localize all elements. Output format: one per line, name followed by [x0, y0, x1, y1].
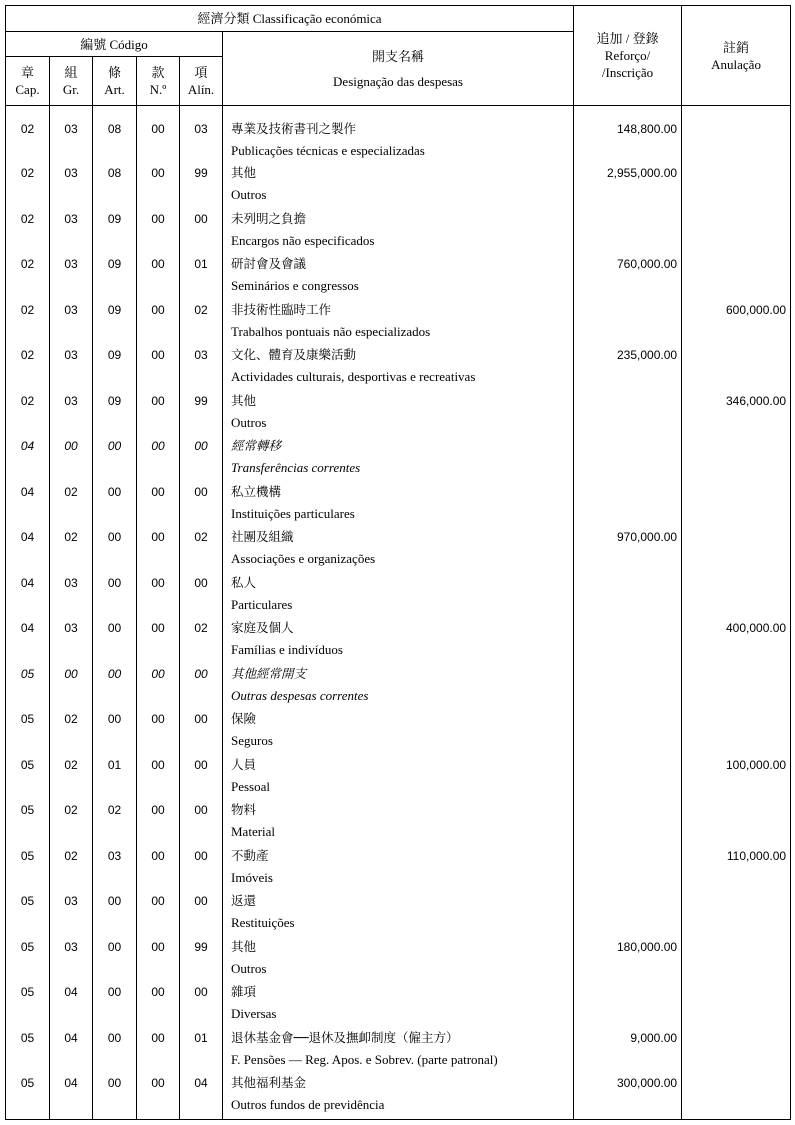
code-n: 00 [137, 208, 180, 254]
anulacao-amount [682, 799, 791, 845]
table-row [6, 299, 791, 345]
reforco-amount [574, 481, 682, 527]
header-col-n-zh: 款 [151, 65, 165, 80]
reforco-amount [574, 981, 682, 1027]
code-cap: 05 [6, 799, 50, 845]
designation [223, 344, 574, 390]
code-n: 00 [137, 435, 180, 481]
code-alin: 00 [180, 845, 223, 891]
designation-pt: F. Pensões — Reg. Apos. e Sobrev. (parte patronal) [231, 1051, 498, 1067]
code-art: 09 [93, 299, 137, 345]
header-designacao-pt: Designação das despesas [333, 73, 463, 89]
designation [223, 890, 574, 936]
code-alin: 04 [180, 1072, 223, 1120]
designation-pt: Transferências correntes [231, 460, 361, 475]
code-n: 00 [137, 253, 180, 299]
designation-pt: Outros [231, 414, 267, 430]
code-n: 00 [137, 1027, 180, 1073]
designation-zh: 研討會及會議 [231, 256, 307, 271]
code-gr: 03 [50, 390, 93, 436]
code-alin: 00 [180, 981, 223, 1027]
header-reforco [574, 6, 682, 106]
code-art: 00 [93, 890, 137, 936]
code-alin: 02 [180, 299, 223, 345]
designation-pt: Restituições [231, 915, 295, 930]
header-col-gr-pt: Gr. [62, 82, 80, 97]
designation [223, 253, 574, 299]
code-n: 00 [137, 936, 180, 982]
anulacao-amount [682, 344, 791, 390]
reforco-amount [574, 890, 682, 936]
designation-pt: Outros fundos de previdência [231, 1097, 385, 1112]
code-gr: 03 [50, 617, 93, 663]
reforco-amount: 2,955,000.00 [574, 162, 682, 208]
designation [223, 162, 574, 208]
code-alin: 99 [180, 162, 223, 208]
anulacao-amount [682, 526, 791, 572]
code-alin: 00 [180, 754, 223, 800]
header-col-alin-pt: Alín. [187, 82, 215, 97]
reforco-amount: 970,000.00 [574, 526, 682, 572]
table-row [6, 526, 791, 572]
table-row [6, 845, 791, 891]
code-n: 00 [137, 106, 180, 163]
anulacao-amount: 346,000.00 [682, 390, 791, 436]
designation-pt: Material [231, 824, 276, 839]
code-cap: 02 [6, 162, 50, 208]
code-art: 00 [93, 572, 137, 618]
code-gr: 04 [50, 1027, 93, 1073]
code-n: 00 [137, 344, 180, 390]
header-col-alin [180, 57, 223, 106]
designation-pt: Actividades culturais, desportivas e recreativas [231, 369, 476, 384]
designation [223, 981, 574, 1027]
designation-pt: Outros [231, 187, 267, 202]
code-art: 00 [93, 617, 137, 663]
code-n: 00 [137, 890, 180, 936]
code-alin: 00 [180, 708, 223, 754]
table-row [6, 663, 791, 709]
code-cap: 04 [6, 435, 50, 481]
designation-pt: Pessoal [231, 778, 270, 794]
anulacao-amount: 110,000.00 [682, 845, 791, 891]
code-alin: 00 [180, 572, 223, 618]
code-gr: 00 [50, 435, 93, 481]
code-n: 00 [137, 799, 180, 845]
code-n: 00 [137, 708, 180, 754]
code-art: 00 [93, 481, 137, 527]
code-gr: 04 [50, 1072, 93, 1120]
table-row [6, 572, 791, 618]
reforco-amount: 9,000.00 [574, 1027, 682, 1073]
designation-pt: Famílias e indivíduos [231, 642, 343, 657]
code-n: 00 [137, 162, 180, 208]
code-cap: 05 [6, 1072, 50, 1120]
code-n: 00 [137, 390, 180, 436]
code-art: 00 [93, 526, 137, 572]
code-gr: 03 [50, 208, 93, 254]
designation-pt: Outras despesas correntes [231, 687, 369, 703]
header-anulacao [682, 6, 791, 106]
designation [223, 208, 574, 254]
header-anulacao-pt: Anulação [711, 56, 761, 72]
code-cap: 04 [6, 572, 50, 618]
table-row [6, 708, 791, 754]
designation-pt: Outros [231, 960, 267, 976]
table-body [6, 106, 791, 1120]
designation-zh: 返還 [231, 893, 257, 908]
designation-zh: 人員 [231, 756, 257, 772]
code-alin: 03 [180, 344, 223, 390]
designation [223, 1072, 574, 1120]
reforco-amount [574, 435, 682, 481]
code-alin: 99 [180, 390, 223, 436]
designation-zh: 社團及組織 [231, 529, 294, 544]
code-cap: 05 [6, 936, 50, 982]
designation [223, 390, 574, 436]
designation-zh: 其他經常開支 [231, 665, 307, 681]
code-art: 01 [93, 754, 137, 800]
code-gr: 03 [50, 344, 93, 390]
code-art: 00 [93, 981, 137, 1027]
designation-zh: 私人 [231, 574, 257, 590]
header-col-cap [6, 57, 50, 106]
designation [223, 299, 574, 345]
anulacao-amount [682, 208, 791, 254]
designation [223, 708, 574, 754]
reforco-amount [574, 708, 682, 754]
code-n: 00 [137, 663, 180, 709]
code-gr: 03 [50, 572, 93, 618]
code-gr: 02 [50, 481, 93, 527]
table-row [6, 481, 791, 527]
reforco-amount: 235,000.00 [574, 344, 682, 390]
header-col-n-pt: N.º [149, 82, 167, 97]
designation-zh: 其他福利基金 [231, 1075, 307, 1090]
designation [223, 617, 574, 663]
designation-zh: 私立機構 [231, 483, 282, 499]
designation-pt: Instituições particulares [231, 505, 355, 521]
header-col-cap-pt: Cap. [15, 82, 40, 97]
code-gr: 03 [50, 162, 93, 208]
table-row [6, 162, 791, 208]
code-cap: 02 [6, 253, 50, 299]
reforco-amount [574, 754, 682, 800]
anulacao-amount [682, 936, 791, 982]
reforco-amount [574, 617, 682, 663]
reforco-amount [574, 208, 682, 254]
reforco-amount [574, 845, 682, 891]
table-row [6, 981, 791, 1027]
code-n: 00 [137, 481, 180, 527]
designation-pt: Encargos não especificados [231, 232, 375, 248]
code-gr: 02 [50, 845, 93, 891]
code-cap: 05 [6, 981, 50, 1027]
code-gr: 03 [50, 299, 93, 345]
code-art: 00 [93, 936, 137, 982]
designation-zh: 其他 [231, 938, 257, 954]
table-row [6, 208, 791, 254]
reforco-amount [574, 299, 682, 345]
code-cap: 02 [6, 344, 50, 390]
code-alin: 03 [180, 106, 223, 163]
code-art: 00 [93, 663, 137, 709]
code-cap: 02 [6, 390, 50, 436]
code-cap: 05 [6, 1027, 50, 1073]
header-reforco-zh: 追加 / 登錄 [596, 31, 659, 46]
code-n: 00 [137, 299, 180, 345]
header-col-art-pt: Art. [104, 82, 125, 97]
code-gr: 02 [50, 708, 93, 754]
header-reforco-pt1: Reforço/ [604, 48, 651, 63]
table-row [6, 890, 791, 936]
designation [223, 572, 574, 618]
table-row [6, 754, 791, 800]
designation-zh: 雜項 [231, 984, 257, 999]
designation-zh: 文化、體育及康樂活動 [231, 347, 357, 362]
anulacao-amount: 600,000.00 [682, 299, 791, 345]
table-row [6, 617, 791, 663]
code-cap: 02 [6, 299, 50, 345]
code-alin: 01 [180, 1027, 223, 1073]
anulacao-amount [682, 663, 791, 709]
designation-zh: 保險 [231, 711, 257, 726]
code-alin: 00 [180, 481, 223, 527]
designation-zh: 物料 [231, 802, 257, 817]
header-classification: 經濟分類 Classificação económica [6, 6, 574, 32]
code-art: 08 [93, 162, 137, 208]
anulacao-amount [682, 981, 791, 1027]
code-alin: 00 [180, 799, 223, 845]
code-alin: 99 [180, 936, 223, 982]
code-gr: 03 [50, 106, 93, 163]
anulacao-amount [682, 572, 791, 618]
designation [223, 754, 574, 800]
code-cap: 02 [6, 106, 50, 163]
code-art: 09 [93, 390, 137, 436]
code-cap: 04 [6, 526, 50, 572]
reforco-amount: 180,000.00 [574, 936, 682, 982]
code-art: 03 [93, 845, 137, 891]
designation-zh: 其他 [231, 165, 257, 180]
code-n: 00 [137, 845, 180, 891]
code-art: 00 [93, 1072, 137, 1120]
designation-zh: 經常轉移 [231, 438, 282, 453]
code-art: 09 [93, 208, 137, 254]
code-gr: 02 [50, 799, 93, 845]
code-gr: 03 [50, 936, 93, 982]
designation [223, 106, 574, 163]
anulacao-amount [682, 481, 791, 527]
header-reforco-pt2: /Inscrição [601, 65, 654, 80]
table-row [6, 390, 791, 436]
code-alin: 01 [180, 253, 223, 299]
header-anulacao-zh: 註銷 [723, 39, 750, 55]
designation [223, 845, 574, 891]
designation-zh: 專業及技術書刊之製作 [231, 121, 357, 136]
table-row [6, 435, 791, 481]
designation [223, 799, 574, 845]
table-row [6, 253, 791, 299]
header-col-n [137, 57, 180, 106]
code-alin: 00 [180, 208, 223, 254]
table-row [6, 106, 791, 163]
code-art: 08 [93, 106, 137, 163]
reforco-amount: 760,000.00 [574, 253, 682, 299]
table-row [6, 344, 791, 390]
code-cap: 05 [6, 845, 50, 891]
designation-pt: Diversas [231, 1006, 277, 1021]
designation-zh: 非技術性臨時工作 [231, 301, 332, 317]
designation-zh: 家庭及個人 [231, 620, 294, 635]
header-col-gr [50, 57, 93, 106]
code-alin: 02 [180, 526, 223, 572]
reforco-amount: 148,800.00 [574, 106, 682, 163]
code-n: 00 [137, 754, 180, 800]
code-gr: 03 [50, 253, 93, 299]
anulacao-amount [682, 435, 791, 481]
code-gr: 03 [50, 890, 93, 936]
reforco-amount [574, 572, 682, 618]
code-n: 00 [137, 617, 180, 663]
designation [223, 435, 574, 481]
code-alin: 00 [180, 663, 223, 709]
designation-pt: Imóveis [231, 869, 273, 885]
budget-page [5, 5, 790, 1118]
code-art: 02 [93, 799, 137, 845]
designation-pt: Associações e organizações [231, 551, 376, 566]
budget-table [5, 5, 791, 1120]
table-row [6, 1027, 791, 1073]
anulacao-amount: 400,000.00 [682, 617, 791, 663]
anulacao-amount [682, 1027, 791, 1073]
designation [223, 1027, 574, 1073]
code-cap: 04 [6, 617, 50, 663]
code-alin: 02 [180, 617, 223, 663]
table-row [6, 936, 791, 982]
code-cap: 05 [6, 890, 50, 936]
header-designacao [223, 32, 574, 106]
code-cap: 02 [6, 208, 50, 254]
code-alin: 00 [180, 890, 223, 936]
designation-zh: 不動產 [231, 847, 269, 863]
code-alin: 00 [180, 435, 223, 481]
code-cap: 05 [6, 754, 50, 800]
header-col-gr-zh: 組 [64, 65, 78, 80]
code-gr: 00 [50, 663, 93, 709]
designation-pt: Trabalhos pontuais não especializados [231, 323, 431, 339]
designation-pt: Seguros [231, 733, 273, 748]
code-n: 00 [137, 526, 180, 572]
header-col-alin-zh: 項 [194, 65, 208, 80]
code-art: 00 [93, 708, 137, 754]
code-cap: 05 [6, 708, 50, 754]
anulacao-amount [682, 1072, 791, 1120]
anulacao-amount [682, 253, 791, 299]
designation-pt: Publicações técnicas e especializadas [231, 143, 425, 158]
anulacao-amount [682, 106, 791, 163]
header-col-art-zh: 條 [107, 65, 121, 80]
designation-pt: Seminários e congressos [231, 278, 359, 293]
anulacao-amount [682, 890, 791, 936]
designation-zh: 未列明之負擔 [231, 210, 307, 226]
reforco-amount [574, 390, 682, 436]
code-gr: 04 [50, 981, 93, 1027]
code-art: 00 [93, 435, 137, 481]
designation-zh: 其他 [231, 392, 257, 408]
designation [223, 526, 574, 572]
reforco-amount: 300,000.00 [574, 1072, 682, 1120]
header-col-cap-zh: 章 [20, 65, 34, 80]
designation [223, 481, 574, 527]
reforco-amount [574, 663, 682, 709]
header-designacao-zh: 開支名稱 [372, 48, 425, 64]
anulacao-amount [682, 708, 791, 754]
table-row [6, 799, 791, 845]
code-art: 09 [93, 253, 137, 299]
reforco-amount [574, 799, 682, 845]
header-col-art [93, 57, 137, 106]
code-art: 09 [93, 344, 137, 390]
table-header [6, 6, 791, 106]
anulacao-amount [682, 162, 791, 208]
code-n: 00 [137, 1072, 180, 1120]
header-codigo: 編號 Código [6, 32, 223, 57]
anulacao-amount: 100,000.00 [682, 754, 791, 800]
designation-zh: 退休基金會──退休及撫卹制度（僱主方） [231, 1029, 459, 1045]
designation [223, 936, 574, 982]
code-art: 00 [93, 1027, 137, 1073]
code-gr: 02 [50, 526, 93, 572]
code-n: 00 [137, 981, 180, 1027]
designation [223, 663, 574, 709]
code-n: 00 [137, 572, 180, 618]
designation-pt: Particulares [231, 596, 293, 612]
table-row [6, 1072, 791, 1120]
code-cap: 05 [6, 663, 50, 709]
code-gr: 02 [50, 754, 93, 800]
code-cap: 04 [6, 481, 50, 527]
